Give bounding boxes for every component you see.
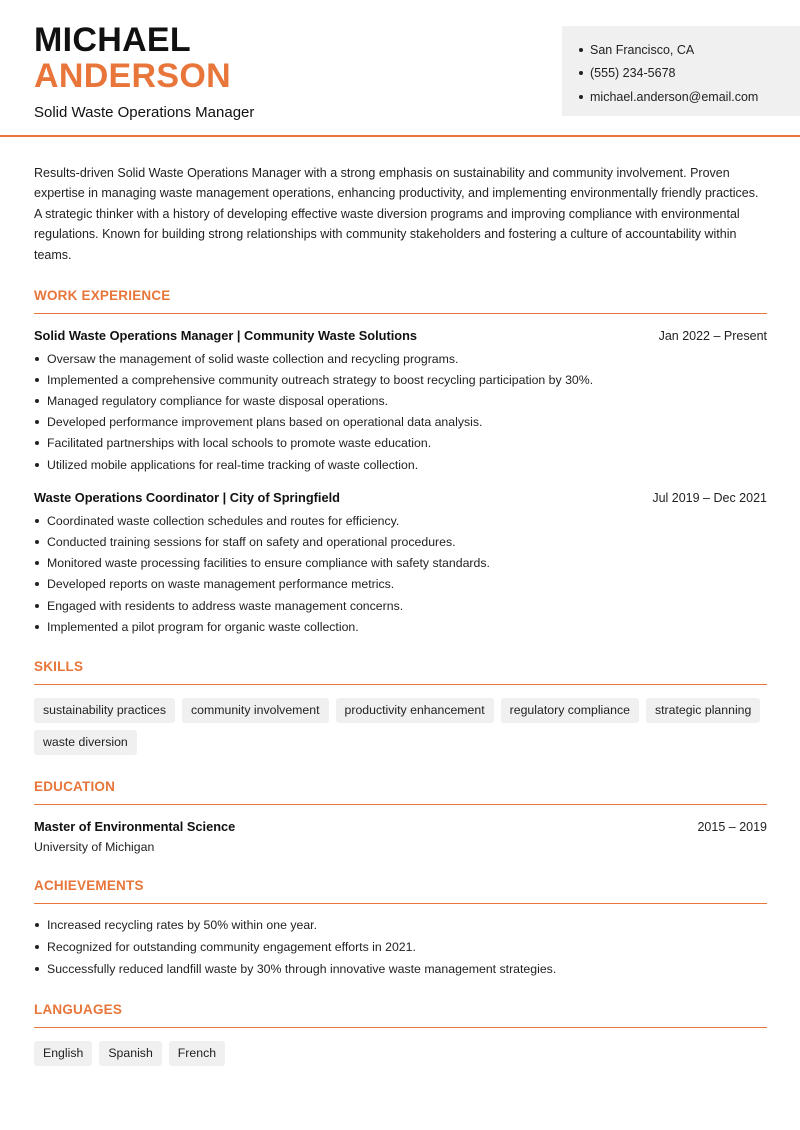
- skill-chip: waste diversion: [34, 730, 137, 755]
- school-name: University of Michigan: [34, 840, 155, 855]
- bullet-text: Utilized mobile applications for real-time tracking of waste collection.: [47, 457, 419, 472]
- list-item: [34, 914, 767, 936]
- skill-chip: regulatory compliance: [501, 698, 639, 723]
- bullet-icon: [35, 582, 39, 586]
- section-title-achievements: ACHIEVEMENTS: [34, 878, 144, 894]
- first-name: MICHAEL: [34, 21, 191, 59]
- section-divider: [34, 684, 767, 685]
- bullet-icon: [35, 519, 39, 523]
- skill-chip: community involvement: [182, 698, 328, 723]
- job-header: [34, 490, 767, 505]
- section-title-languages: LANGUAGES: [34, 1002, 123, 1018]
- bullet-text: Successfully reduced landfill waste by 30% through innovative waste management strategies.: [47, 962, 557, 977]
- phone-text: (555) 234-5678: [590, 66, 676, 81]
- bullet-text: Engaged with residents to address waste management concerns.: [47, 598, 404, 613]
- bullet-icon: [579, 95, 583, 99]
- education-entry: [34, 819, 767, 854]
- bullet-icon: [35, 357, 39, 361]
- job-dates: Jan 2022 – Present: [658, 328, 767, 343]
- list-item: [34, 574, 767, 595]
- list-item: [34, 348, 767, 369]
- language-chip: Spanish: [99, 1041, 161, 1066]
- education-header: [34, 819, 767, 834]
- bullet-text: Implemented a comprehensive community outreach strategy to boost recycling participation by 30%.: [47, 372, 594, 387]
- skill-chip: productivity enhancement: [336, 698, 494, 723]
- bullet-text: Facilitated partnerships with local schools to promote waste education.: [47, 436, 432, 451]
- languages-section: [34, 1002, 767, 1066]
- section-title-work: WORK EXPERIENCE: [34, 288, 171, 304]
- degree: Master of Environmental Science: [34, 819, 236, 835]
- skill-chip: sustainability practices: [34, 698, 175, 723]
- bullet-icon: [35, 923, 39, 927]
- job-role: Waste Operations Coordinator | City of Springfield: [34, 490, 340, 506]
- bullet-icon: [35, 604, 39, 608]
- list-item: [34, 412, 767, 433]
- bullet-icon: [579, 48, 583, 52]
- section-divider: [34, 903, 767, 904]
- contact-phone: [579, 62, 800, 86]
- skills-chips: [34, 698, 767, 755]
- job-entry: [34, 328, 767, 475]
- bullet-text: Managed regulatory compliance for waste disposal operations.: [47, 394, 389, 408]
- language-chip: French: [169, 1041, 225, 1066]
- list-item: [34, 595, 767, 616]
- bullet-text: Oversaw the management of solid waste collection and recycling programs.: [47, 351, 459, 366]
- job-dates: Jul 2019 – Dec 2021: [652, 490, 767, 505]
- section-title-education: EDUCATION: [34, 779, 116, 795]
- contact-box: [562, 26, 800, 116]
- bullet-text: Increased recycling rates by 50% within one year.: [47, 918, 317, 933]
- bullet-icon: [35, 625, 39, 629]
- achievements-section: [34, 878, 767, 980]
- list-item: [34, 433, 767, 454]
- list-item: [34, 553, 767, 574]
- list-item: [34, 936, 767, 958]
- job-role: Solid Waste Operations Manager | Community Waste Solutions: [34, 328, 418, 344]
- bullet-text: Implemented a pilot program for organic waste collection.: [47, 619, 359, 634]
- section-divider: [34, 1027, 767, 1028]
- job-title: Solid Waste Operations Manager: [34, 104, 255, 121]
- contact-email[interactable]: [579, 85, 800, 109]
- section-divider: [34, 313, 767, 314]
- last-name: ANDERSON: [34, 57, 231, 95]
- summary-paragraph: Results-driven Solid Waste Operations Manager with a strong emphasis on sustainability and community involvement. Proven expertise in managing waste management operations, enhancing productivity, and implementing environmentally friendly practices. A strategic thinker with a history of developing effective waste diversion programs and improving compliance with environmental regulations. Known for building strong relationships with community stakeholders and fostering a culture of accountability within teams.: [34, 166, 759, 262]
- education-dates: 2015 – 2019: [697, 819, 767, 834]
- list-item: [34, 390, 767, 411]
- list-item: [34, 510, 767, 531]
- language-chips: [34, 1041, 767, 1066]
- bullet-text: Monitored waste processing facilities to ensure compliance with safety standards.: [47, 556, 490, 571]
- bullet-icon: [35, 463, 39, 467]
- bullet-text: Developed reports on waste management performance metrics.: [47, 577, 395, 592]
- bullet-icon: [35, 420, 39, 424]
- bullet-icon: [35, 945, 39, 949]
- list-item: [34, 616, 767, 637]
- achievements-list: [34, 914, 767, 980]
- list-item: [34, 369, 767, 390]
- bullet-text: Developed performance improvement plans based on operational data analysis.: [47, 415, 483, 430]
- job-bullets: [34, 510, 767, 637]
- work-experience-section: [34, 288, 767, 637]
- resume-body: [34, 163, 767, 1066]
- bullet-icon: [35, 967, 39, 971]
- job-bullets: [34, 348, 767, 475]
- bullet-icon: [35, 540, 39, 544]
- language-chip: English: [34, 1041, 92, 1066]
- location-text: San Francisco, CA: [590, 42, 695, 57]
- section-divider: [34, 804, 767, 805]
- education-section: [34, 779, 767, 854]
- name-block: [34, 22, 254, 121]
- skill-chip: strategic planning: [646, 698, 760, 723]
- job-header: [34, 328, 767, 343]
- bullet-icon: [35, 441, 39, 445]
- skills-section: [34, 659, 767, 755]
- resume-header: [0, 0, 800, 137]
- bullet-text: Conducted training sessions for staff on safety and operational procedures.: [47, 534, 456, 549]
- contact-location: [579, 38, 800, 62]
- list-item: [34, 454, 767, 475]
- list-item: [34, 958, 767, 980]
- list-item: [34, 531, 767, 552]
- job-entry: [34, 490, 767, 637]
- section-title-skills: SKILLS: [34, 659, 84, 675]
- bullet-text: Recognized for outstanding community engagement efforts in 2021.: [47, 940, 416, 955]
- bullet-text: Coordinated waste collection schedules and routes for efficiency.: [47, 513, 400, 528]
- bullet-icon: [35, 378, 39, 382]
- bullet-icon: [579, 71, 583, 75]
- bullet-icon: [35, 561, 39, 565]
- bullet-icon: [35, 399, 39, 403]
- email-link[interactable]: michael.anderson@email.com: [590, 89, 759, 104]
